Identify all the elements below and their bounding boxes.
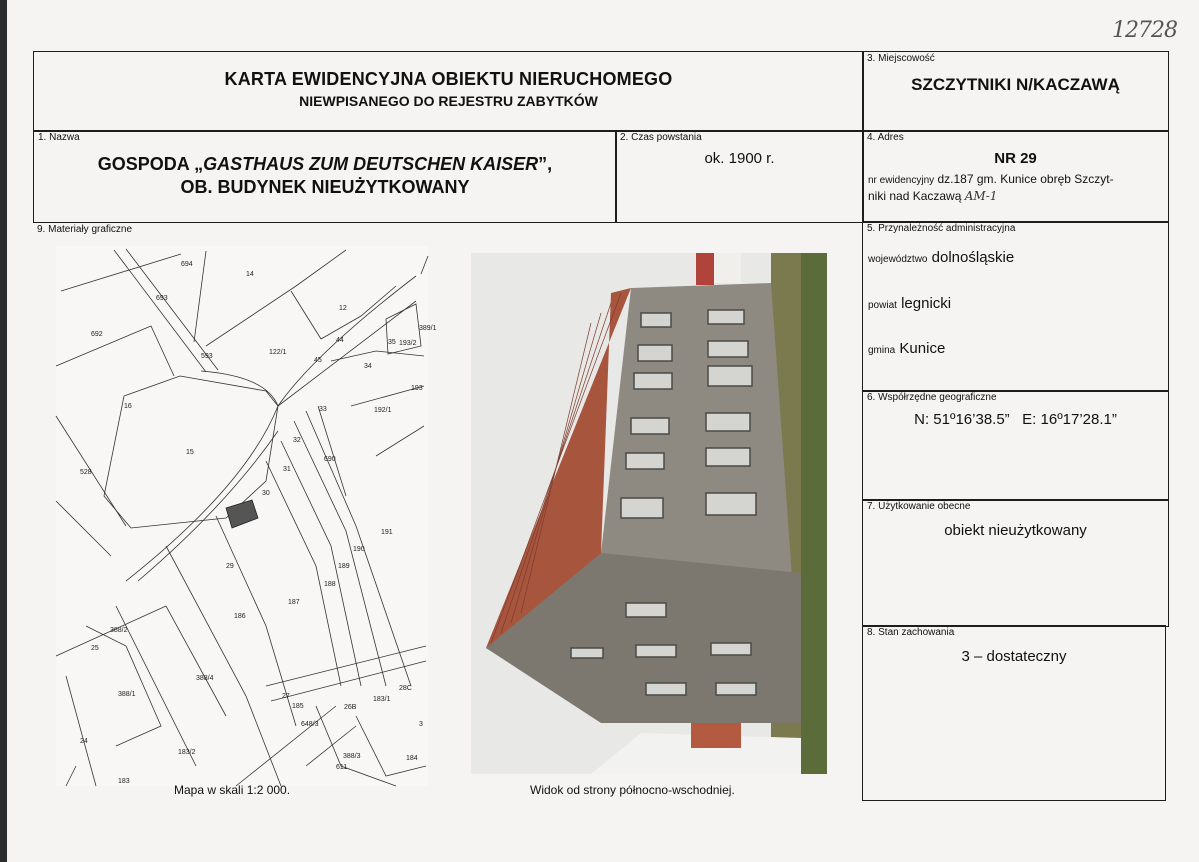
locality-label: 3. Miejscowość — [867, 53, 935, 64]
parcel-number: 122/1 — [269, 349, 287, 356]
address-label: 4. Adres — [867, 132, 904, 143]
parcel-number: 16 — [124, 403, 132, 410]
parcel-number: 190 — [353, 546, 365, 553]
county: powiat legnicki — [868, 295, 952, 312]
parcel-number: 45 — [314, 357, 322, 364]
commune: gmina Kunice — [868, 340, 946, 357]
condition-box — [862, 625, 1166, 801]
parcel-number: 186 — [234, 613, 246, 620]
parcel-number: 193 — [411, 385, 423, 392]
parcel-number: 193/2 — [399, 340, 417, 347]
date-box — [615, 130, 864, 223]
parcel-number: 35 — [388, 339, 396, 346]
parcel-number: 693 — [156, 295, 168, 302]
parcel-number: 14 — [246, 271, 254, 278]
document-subtitle: NIEWPISANEGO DO REJESTRU ZABYTKÓW — [299, 93, 598, 109]
admin-label: 5. Przynależność administracyjna — [867, 223, 1016, 234]
locality-box — [862, 51, 1169, 132]
parcel-number: 192/1 — [374, 407, 392, 414]
parcel-number: 191 — [381, 529, 393, 536]
address-handwritten: AM-1 — [964, 189, 998, 203]
address-box — [862, 130, 1169, 223]
title-box — [33, 51, 864, 132]
parcel-number: 3 — [419, 721, 423, 728]
name-line1: GOSPODA „GASTHAUS ZUM DEUTSCHEN KAISER”, — [97, 154, 553, 174]
cadastral-map — [56, 246, 437, 786]
cadastral-map-svg — [56, 246, 437, 786]
usage-label: 7. Użytkowanie obecne — [867, 501, 971, 512]
parcel-number: 388/2 — [110, 627, 128, 634]
parcel-number: 611 — [336, 764, 348, 771]
parcel-number: 34 — [364, 363, 372, 370]
scan-edge — [0, 0, 7, 862]
admin-box — [862, 221, 1169, 392]
name-box — [33, 130, 617, 223]
parcel-number: 648/3 — [301, 721, 319, 728]
parcel-number: 528 — [80, 469, 92, 476]
parcel-number: 15 — [186, 449, 194, 456]
locality-value: SZCZYTNIKI N/KACZAWĄ — [911, 75, 1120, 94]
parcel-number: 183/1 — [373, 696, 391, 703]
parcel-number: 24 — [80, 738, 88, 745]
parcel-number: 388/1 — [118, 691, 136, 698]
coordinates-value: N: 51º16’38.5” E: 16º17’28.1” — [914, 411, 1117, 428]
address-line2: niki nad Kaczawą AM-1 — [868, 189, 998, 203]
building-photo-svg — [471, 253, 827, 774]
address-line1: nr ewidencyjny dz.187 gm. Kunice obręb Szczyt- — [868, 172, 1114, 186]
parcel-number: 187 — [288, 599, 300, 606]
usage-value: obiekt nieużytkowany — [944, 522, 1087, 539]
voivodeship: województwo dolnośląskie — [868, 249, 1015, 266]
parcel-number: 26B — [344, 704, 357, 711]
parcel-number: 184 — [406, 755, 418, 762]
parcel-number: 593 — [201, 353, 213, 360]
name-label: 1. Nazwa — [38, 132, 80, 143]
name-line2: OB. BUDYNEK NIEUŻYTKOWANY — [180, 177, 470, 197]
date-value: ok. 1900 r. — [704, 150, 775, 167]
parcel-number: 388/3 — [343, 753, 361, 760]
parcel-number: 188 — [324, 581, 336, 588]
condition-value: 3 – dostateczny — [961, 648, 1067, 665]
parcel-number: 12 — [339, 305, 347, 312]
parcel-number: 388/4 — [196, 675, 214, 682]
building-photo — [471, 253, 827, 774]
parcel-number: 189 — [338, 563, 350, 570]
parcel-number: 31 — [283, 466, 291, 473]
parcel-number: 32 — [293, 437, 301, 444]
parcel-number: 29 — [226, 563, 234, 570]
parcel-number: 33 — [319, 406, 327, 413]
map-caption: Mapa w skali 1:2 000. — [174, 783, 291, 797]
parcel-number: 28C — [399, 685, 412, 692]
usage-box — [862, 499, 1169, 627]
parcel-number: 185 — [292, 703, 304, 710]
handwritten-number: 12728 — [1112, 18, 1177, 43]
condition-label: 8. Stan zachowania — [867, 627, 955, 638]
parcel-number: 692 — [91, 331, 103, 338]
document-title: KARTA EWIDENCYJNA OBIEKTU NIERUCHOMEGO — [224, 69, 673, 89]
parcel-number: 694 — [181, 261, 193, 268]
coordinates-label: 6. Współrzędne geograficzne — [867, 392, 997, 403]
photo-caption: Widok od strony północno-wschodniej. — [530, 783, 735, 797]
parcel-number: 183/2 — [178, 749, 196, 756]
parcel-number: 183 — [118, 778, 130, 785]
parcel-number: 389/1 — [419, 325, 437, 332]
graphics-label: 9. Materiały graficzne — [37, 224, 133, 235]
parcel-number: 690 — [324, 456, 336, 463]
date-label: 2. Czas powstania — [620, 132, 702, 143]
address-number: NR 29 — [994, 150, 1037, 167]
parcel-number: 25 — [91, 645, 99, 652]
parcel-number: 44 — [336, 337, 344, 344]
parcel-number: 30 — [262, 490, 270, 497]
parcel-number: 27 — [282, 693, 290, 700]
coordinates-box — [862, 390, 1169, 501]
